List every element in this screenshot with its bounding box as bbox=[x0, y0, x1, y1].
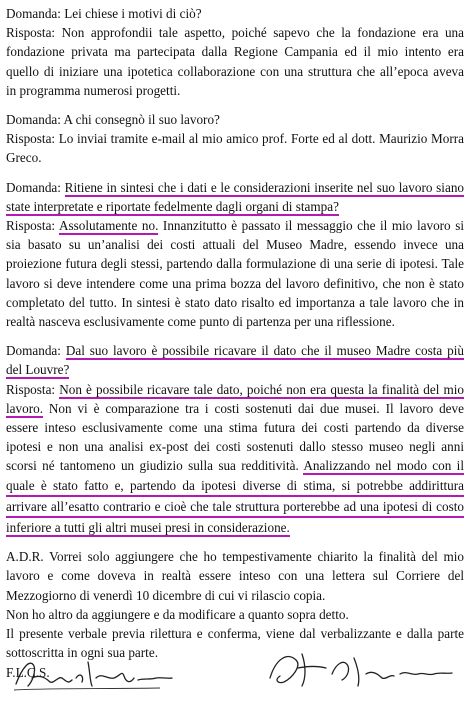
highlighted-text: Analizzando nel modo con il bbox=[303, 458, 464, 474]
text-line bbox=[6, 341, 464, 360]
text-line bbox=[6, 197, 464, 216]
highlighted-text: Dal suo lavoro è possibile ricavare il dato che il museo Madre costa più bbox=[65, 343, 464, 359]
text-line: Domanda: Lei chiese i motivi di ciò? bbox=[6, 6, 202, 21]
highlighted-text: state interpretate e riportate fedelmente dagli organi di stampa? bbox=[6, 198, 339, 214]
text-line: in programma numerosi progetti. bbox=[6, 82, 181, 98]
signatures-area bbox=[0, 640, 470, 700]
text-line: Risposta: Lo inviai tramite e-mail al mio amico prof. Forte ed al dott. Maurizio Morra bbox=[6, 131, 464, 147]
text-line bbox=[6, 476, 464, 497]
text-line bbox=[6, 178, 464, 197]
highlighted-text: Assolutamente no. bbox=[58, 218, 159, 234]
text-line: sottoscritta in ogni sua parte. bbox=[6, 645, 158, 661]
text-line: sia basato su un’analisi dei costi attuali del Museo Madre, essendo invece una bbox=[6, 237, 464, 253]
highlighted-text: arrivare all’esatto contrario e cioè che tale struttura porterebbe ad una ipotesi di costo bbox=[6, 497, 464, 518]
highlighted-text: del Louvre? bbox=[6, 362, 70, 378]
text-line bbox=[6, 216, 464, 235]
text-line: essere inteso esclusivamente come una stima futura dei costi partendo da diverse bbox=[6, 420, 464, 436]
text-line: fondazione privata ma partecipata dalla Regione Campania ed il mio intento era bbox=[6, 44, 464, 60]
text-segment: Domanda: bbox=[6, 179, 65, 195]
text-segment: Domanda: bbox=[6, 343, 66, 359]
highlighted-text: lavoro. bbox=[6, 400, 43, 416]
paragraph-stampa bbox=[6, 178, 464, 332]
text-segment: Risposta: bbox=[6, 381, 60, 397]
handwritten-signature-left bbox=[10, 648, 180, 696]
text-line: lavoro e come doveva in realtà essere inteso con una lettera sul Corriere del bbox=[6, 568, 464, 584]
text-line: Non ho altro da aggiungere e da modificare a quanto sopra detto. bbox=[6, 606, 349, 622]
text-line: lavoro si deve intendere come una prima bozza del lavoro definitivo, che non è stato bbox=[6, 275, 464, 291]
text-line: F.L.C.S. bbox=[6, 664, 50, 680]
handwritten-signature-right bbox=[262, 644, 462, 696]
paragraph-motivi bbox=[6, 4, 464, 100]
text-line bbox=[6, 360, 464, 379]
text-line: quello di iniziare una ipotetica collaborazione con una struttura che all’epoca aveva bbox=[6, 63, 464, 79]
highlighted-text: Non è possibile ricavare tale dato, poiché non era questa la finalità del mio bbox=[59, 381, 464, 397]
text-line bbox=[6, 497, 464, 518]
text-line: completato del tutto. In sintesi è stato dato risalto ed importanza a tale lavoro che in bbox=[6, 294, 464, 310]
text-line: Risposta: Non approfondii tale aspetto, poiché sapevo che la fondazione era una bbox=[6, 25, 464, 41]
text-line: A.D.R. Vorrei solo aggiungere che ho tempestivamente chiarito la finalità del mio bbox=[6, 549, 464, 565]
highlighted-text: inferiore a tutti gli altri musei presi in considerazione. bbox=[6, 520, 290, 536]
text-segment: Risposta: bbox=[6, 218, 59, 234]
text-line bbox=[6, 380, 464, 399]
text-line: Il presente verbale previa rilettura e conferma, viene dal verbalizzante e dalla parte bbox=[6, 626, 464, 642]
text-line: ipotesi e non una analisi ex-post dei costi sostenuti dallo stesso museo negli anni bbox=[6, 439, 464, 455]
highlighted-text: Ritiene in sintesi che i dati e le considerazioni inserite nel suo lavoro siano bbox=[64, 179, 465, 195]
text-segment: scorsi né tantomeno un giudizio sulla sua redditività. bbox=[6, 458, 304, 474]
paragraph-consegna bbox=[6, 110, 464, 168]
text-line bbox=[6, 456, 464, 475]
text-line: realtà nasceva esclusivamente come punto di partenza per una riflessione. bbox=[6, 314, 395, 330]
text-line: Mezzogiorno di venerdì 10 dicembre di cui vi rilascio copia. bbox=[6, 587, 326, 603]
paragraph-louvre bbox=[6, 341, 464, 537]
text-line: proiezione futura degli stessi, partendo dalla formulazione di una serie di ipotesi. Tale bbox=[6, 256, 464, 272]
text-segment: Innanzitutto è passato il messaggio che il mio lavoro si bbox=[158, 218, 465, 234]
text-segment: Non vi è comparazione tra i costi sostenuti dai due musei. Il lavoro deve bbox=[43, 400, 464, 416]
text-line bbox=[6, 518, 464, 537]
highlighted-text: quale è stato fatto e, partendo da ipotesi diverse di stima, si potrebbe addirittura bbox=[6, 476, 464, 497]
text-line: Domanda: A chi consegnò il suo lavoro? bbox=[6, 112, 220, 128]
text-line bbox=[6, 399, 464, 418]
text-line: Greco. bbox=[6, 150, 42, 166]
